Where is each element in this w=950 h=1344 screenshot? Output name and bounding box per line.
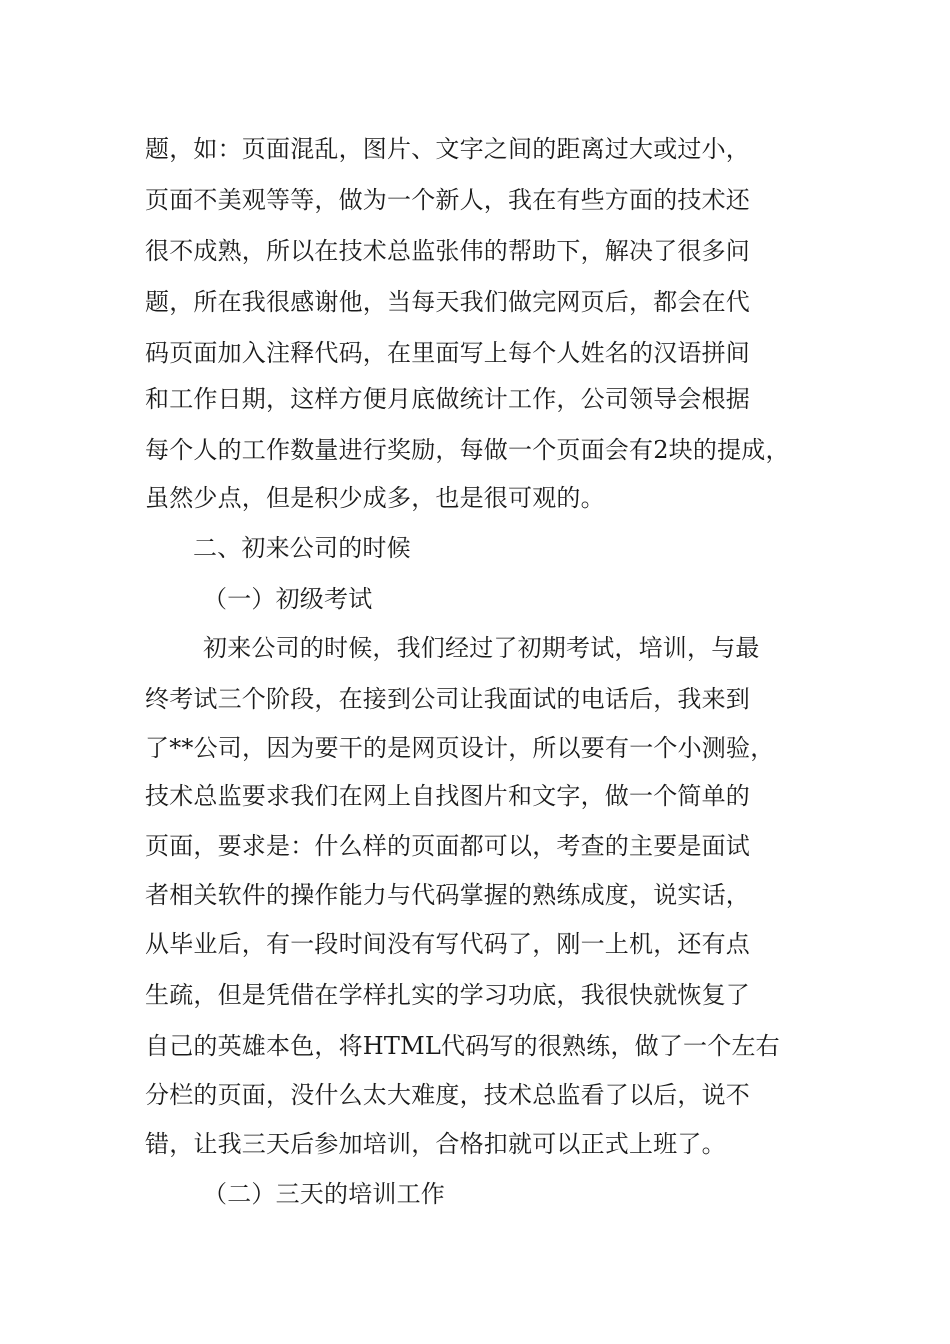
body-text-line: 自己的英雄本色，将HTML代码写的很熟练，做了一个左右 [145,1032,780,1060]
body-text-line: 页面不美观等等，做为一个新人，我在有些方面的技术还 [145,186,750,214]
body-text-line: 页面，要求是：什么样的页面都可以，考查的主要是面试 [145,832,750,860]
body-text-line: 者相关软件的操作能力与代码掌握的熟练成度，说实话， [145,881,750,909]
body-text-line: 生疏，但是凭借在学样扎实的学习功底，我很快就恢复了 [145,981,750,1009]
body-text-line: 错，让我三天后参加培训，合格扣就可以正式上班了。 [145,1130,726,1158]
body-text-line: 很不成熟，所以在技术总监张伟的帮助下，解决了很多问 [145,237,750,265]
body-text-line: 分栏的页面，没什么太大难度，技术总监看了以后，说不 [145,1081,750,1109]
body-text-line: 技术总监要求我们在网上自找图片和文字，做一个简单的 [145,782,750,810]
body-text-line: 题，如：页面混乱，图片、文字之间的距离过大或过小， [145,135,750,163]
body-text-line: 虽然少点，但是积少成多，也是很可观的。 [145,484,605,512]
section-heading: 二、初来公司的时候 [193,534,411,562]
body-text-line: 初来公司的时候，我们经过了初期考试，培训，与最 [203,634,760,662]
body-text-line: 码页面加入注释代码，在里面写上每个人姓名的汉语拼间 [145,339,750,367]
body-text-line: 终考试三个阶段，在接到公司让我面试的电话后，我来到 [145,685,750,713]
subsection-heading: （二）三天的培训工作 [203,1180,445,1208]
body-text-line: 了**公司，因为要干的是网页设计，所以要有一个小测验， [145,734,775,762]
body-text-line: 和工作日期，这样方便月底做统计工作，公司领导会根据 [145,385,750,413]
body-text-line: 每个人的工作数量进行奖励，每做一个页面会有2块的提成， [145,436,790,464]
body-text-line: 从毕业后，有一段时间没有写代码了，刚一上机，还有点 [145,930,750,958]
subsection-heading: （一）初级考试 [203,585,373,613]
body-text-line: 题，所在我很感谢他，当每天我们做完网页后，都会在代 [145,288,750,316]
